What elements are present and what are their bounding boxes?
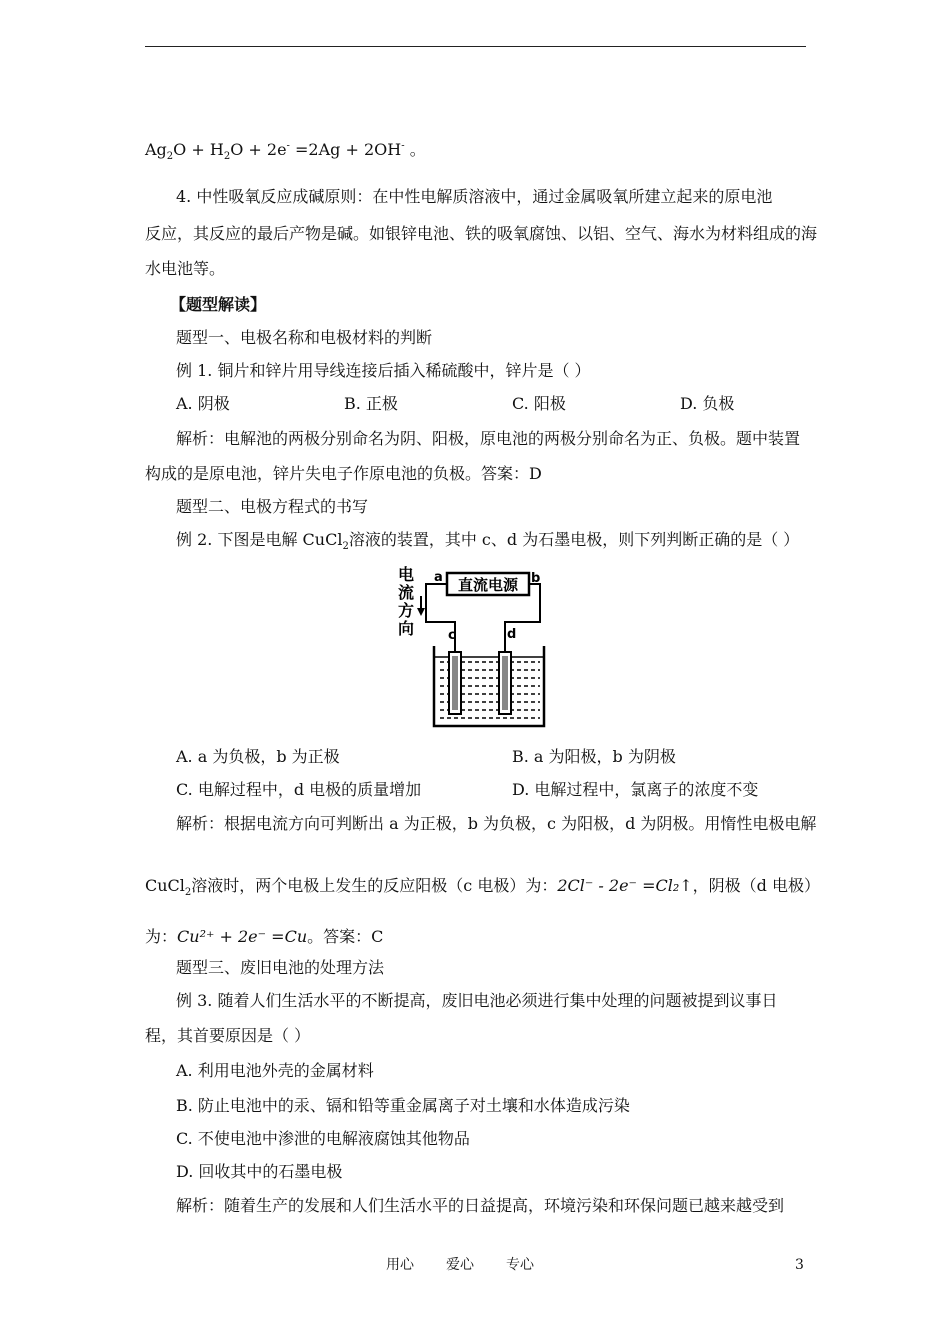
current-label-4: 向 — [398, 619, 415, 638]
type2-option-a: A. a 为负极，b 为正极 — [176, 747, 340, 766]
terminal-a-label: a — [434, 570, 443, 585]
type2-option-c: C. 电解过程中，d 电极的质量增加 — [176, 780, 422, 799]
type1-question: 例 1. 铜片和锌片用导线连接后插入稀硫酸中，锌片是（ ） — [176, 361, 591, 380]
type3-option-a: A. 利用电池外壳的金属材料 — [176, 1061, 374, 1080]
para4-line3: 水电池等。 — [145, 259, 226, 278]
type2-question: 例 2. 下图是电解 CuCl$_2$溶液的装置，其中 c、d 为石墨电极，则下列判断正确的是（ ） — [176, 530, 800, 553]
electrode-d-label: d — [507, 627, 517, 642]
type2-analysis-line2: CuCl$_2$溶液时，两个电极上发生的反应阳极（c 电极）为：2Cl⁻ - 2e⁻ =Cl₂↑，阴极（d 电极） — [145, 876, 821, 899]
footer-motto-3: 专心 — [506, 1257, 534, 1273]
type3-question-line2: 程，其首要原因是（ ） — [145, 1026, 311, 1045]
footer-motto-2: 爱心 — [446, 1257, 474, 1273]
equation-line: $Ag_2O + H_2O + 2e^- =2Ag + 2OH^-$ 。 — [145, 140, 426, 163]
terminal-b-label: b — [531, 571, 541, 586]
type3-option-b: B. 防止电池中的汞、镉和铅等重金属离子对土壤和水体造成污染 — [176, 1096, 630, 1115]
para4-line1: 4. 中性吸氧反应成碱原则：在中性电解质溶液中，通过金属吸氧所建立起来的原电池 — [176, 187, 773, 206]
power-supply-label: 直流电源 — [457, 576, 519, 594]
type2-option-d: D. 电解过程中，氯离子的浓度不变 — [512, 780, 759, 799]
type1-option-b: B. 正极 — [344, 394, 398, 413]
type3-title: 题型三、废旧电池的处理方法 — [176, 958, 385, 977]
type3-option-d: D. 回收其中的石墨电极 — [176, 1162, 343, 1181]
cathode-equation: Cu²⁺ + 2e⁻ =Cu — [177, 927, 308, 946]
para4-line2: 反应，其反应的最后产物是碱。如银锌电池、铁的吸氧腐蚀、以铝、空气、海水为材料组成的海 — [145, 224, 818, 243]
type3-question-line1: 例 3. 随着人们生活水平的不断提高，废旧电池必须进行集中处理的问题被提到议事日 — [176, 991, 778, 1010]
type1-option-a: A. 阴极 — [176, 394, 230, 413]
electrode-c-core — [452, 656, 458, 710]
current-label-2: 流 — [398, 583, 415, 602]
electrolysis-diagram — [390, 564, 550, 732]
type2-option-b: B. a 为阳极，b 为阴极 — [512, 747, 676, 766]
anode-equation: 2Cl⁻ - 2e⁻ =Cl₂↑ — [557, 876, 693, 895]
electrolysis-svg — [390, 564, 550, 732]
current-label-1: 电 — [398, 565, 415, 584]
type2-title: 题型二、电极方程式的书写 — [176, 497, 369, 516]
current-label-3: 方 — [398, 601, 415, 620]
page-number: 3 — [795, 1257, 804, 1273]
electrode-c-label: c — [448, 628, 456, 643]
header-rule — [145, 46, 806, 47]
footer-motto-1: 用心 — [386, 1257, 414, 1273]
type2-analysis-line3: 为：Cu²⁺ + 2e⁻ =Cu。答案：C — [145, 927, 384, 946]
type3-option-c: C. 不使电池中渗泄的电解液腐蚀其他物品 — [176, 1129, 470, 1148]
type1-option-d: D. 负极 — [680, 394, 735, 413]
type2-analysis-line1: 解析：根据电流方向可判断出 a 为正极，b 为负极，c 为阳极，d 为阴极。用惰性电极电解 — [176, 814, 817, 833]
section-title: 【题型解读】 — [170, 295, 267, 314]
current-arrow-head — [417, 608, 425, 616]
type1-analysis-line2: 构成的是原电池，锌片失电子作原电池的负极。答案：D — [145, 464, 542, 483]
type3-analysis-line1: 解析：随着生产的发展和人们生活水平的日益提高，环境污染和环保问题已越来越受到 — [176, 1196, 785, 1215]
type1-analysis-line1: 解析：电解池的两极分别命名为阴、阳极，原电池的两极分别命名为正、负极。题中装置 — [176, 429, 801, 448]
electrode-d-core — [502, 656, 508, 710]
type1-title: 题型一、电极名称和电极材料的判断 — [176, 328, 433, 347]
type1-option-c: C. 阳极 — [512, 394, 566, 413]
